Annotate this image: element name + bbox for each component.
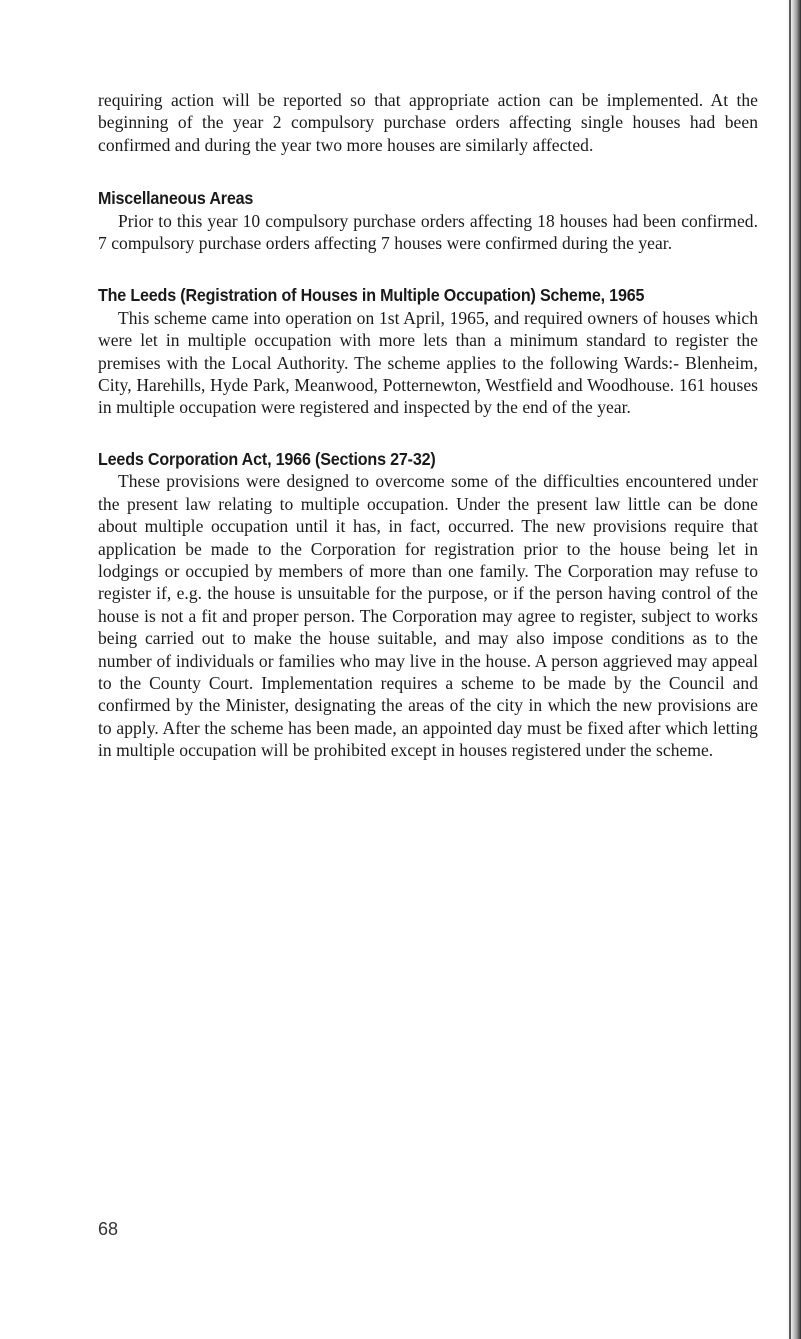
corporation-act-paragraph: These provisions were designed to overcome some of the difficulties encountered under the present law relating to multiple occupation. Under the present law little can be done about multiple occupation until it has, in fact, occurred. The new provisions require that application be made to the Corporation for registration prior to the house being let in lodgings or occupied by members of more than one family. The Corporation may refuse to register if, e.g. the house is unsuitable for the purpose, or if the person having control of the house is not a fit and proper person. The Corporation may agree to register, subject to works being carried out to make the house suitable, and may also impose conditions as to the number of individuals or families who may live in the house. A person aggrieved may appeal to the County Court. Implementation requires a scheme to be made by the Council and confirmed by the Minister, designating the areas of the city in which the new provisions are to apply. After the scheme has been made, an appointed day must be fixed after which letting in multiple occupation will be prohibited except in houses registered under the scheme. <box>98 471 758 761</box>
document-page <box>98 89 758 762</box>
heading-registration-scheme: The Leeds (Registration of Houses in Multiple Occupation) Scheme, 1965 <box>98 285 645 306</box>
miscellaneous-areas-paragraph: Prior to this year 10 compulsory purchase orders affecting 18 houses had been confirmed. 7 compulsory purchase orders affecting 7 houses were confirmed during the year. <box>98 210 758 254</box>
intro-paragraph: requiring action will be reported so that appropriate action can be implemented. At the beginning of the year 2 compulsory purchase orders affecting single houses had been confirmed and during the year two more houses are similarly affected. <box>98 90 758 155</box>
page-edge-line <box>789 0 791 1339</box>
registration-scheme-paragraph: This scheme came into operation on 1st April, 1965, and required owners of houses which were let in multiple occupation with more lets than a minimum standard to register the premises with the Local Authority. The scheme applies to the following Wards:- Blenheim, City, Harehills, Hyde Park, Meanwood, Potternewton, Westfield and Woodhouse. 161 houses in multiple occupation were registered and inspected by the end of the year. <box>98 307 758 418</box>
page-number: 68 <box>98 1219 119 1239</box>
heading-miscellaneous-areas: Miscellaneous Areas <box>98 188 254 209</box>
heading-corporation-act: Leeds Corporation Act, 1966 (Sections 27-32) <box>98 448 436 469</box>
